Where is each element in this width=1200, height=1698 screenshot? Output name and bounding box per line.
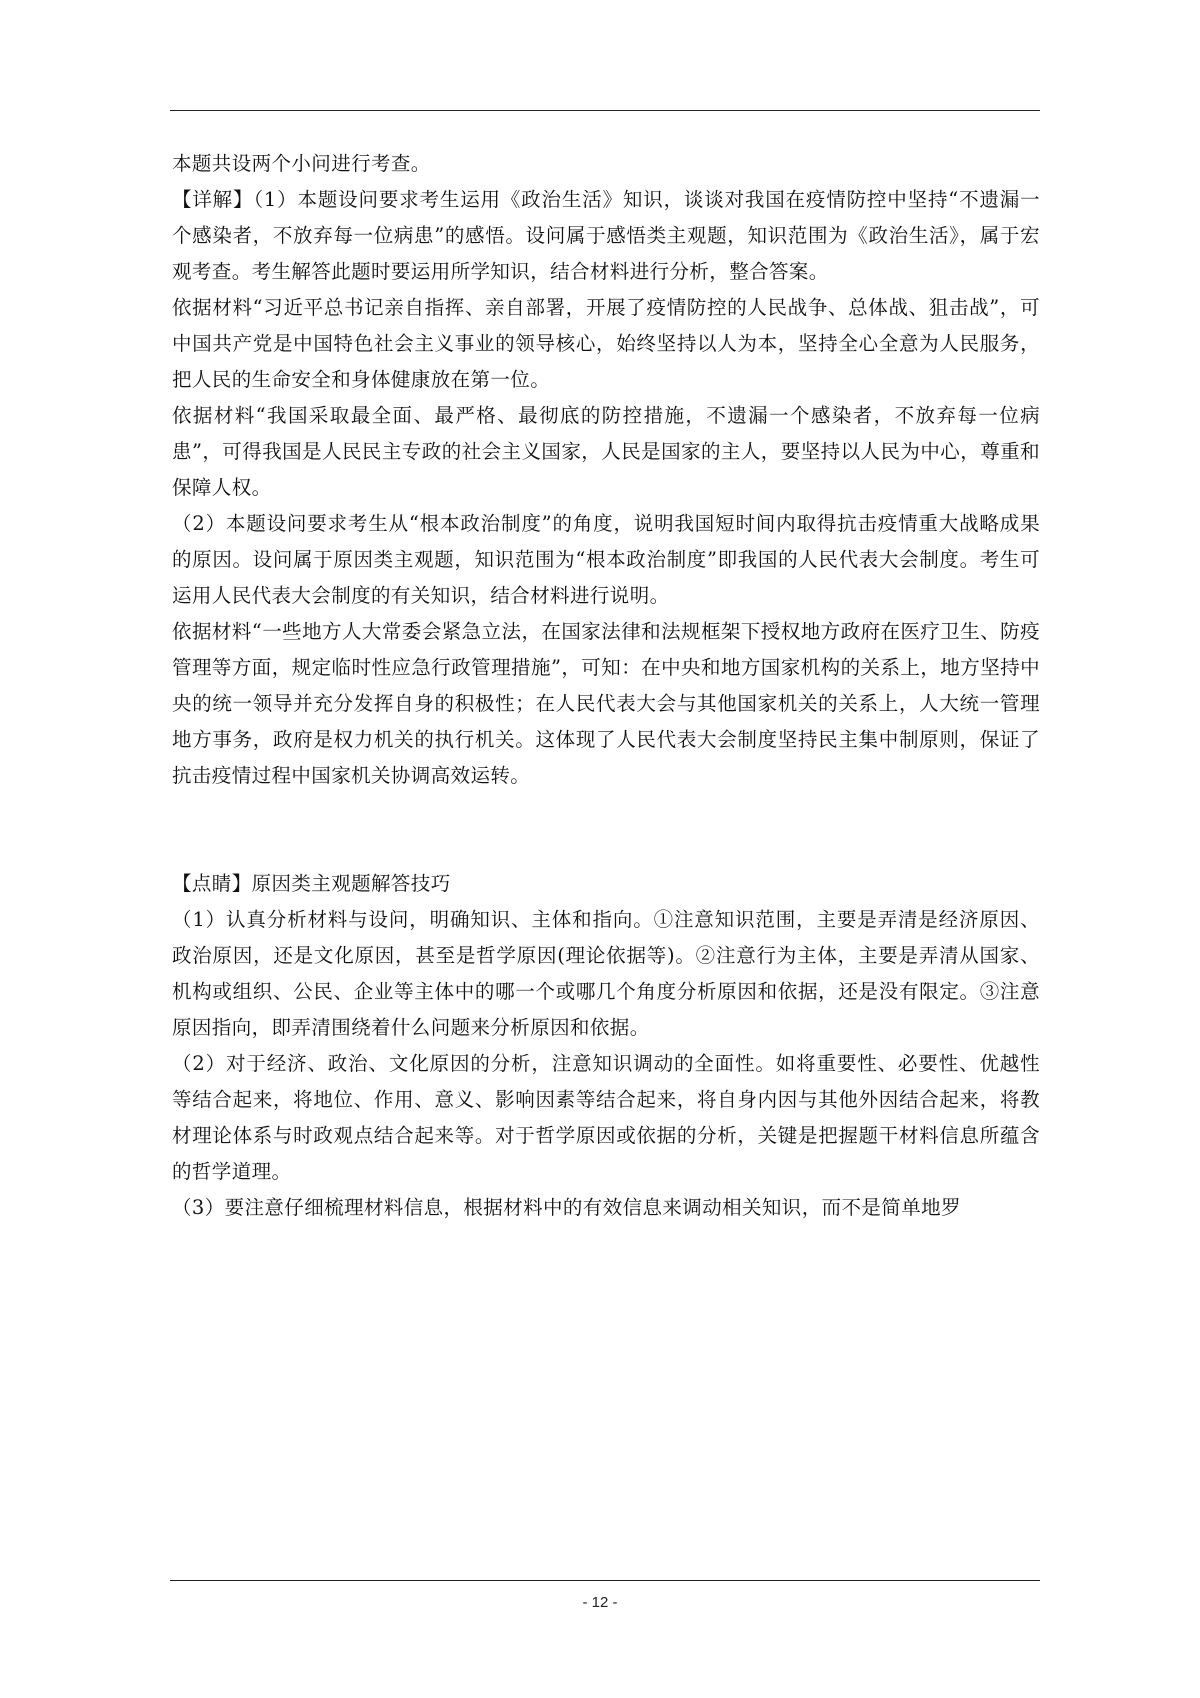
header-rule (170, 110, 1040, 111)
detail-paragraph-3: 依据材料“我国采取最全面、最严格、最彻底的防控措施，不遗漏一个感染者，不放弃每一位病患”，可得我国是人民民主专政的社会主义国家，人民是国家的主人，要坚持以人民为中心，尊重和保障人权。 (172, 404, 1040, 499)
intro-paragraph: 本题共设两个小问进行考查。 (172, 152, 431, 175)
detail-paragraph-5: 依据材料“一些地方人大常委会紧急立法，在国家法律和法规框架下授权地方政府在医疗卫生、防疫管理等方面，规定临时性应急行政管理措施”，可知：在中央和地方国家机构的关系上，地方坚持中央的统一领导并充分发挥自身的积极性；在人民代表大会与其他国家机关的关系上，人大统一管理地方事务，政府是权力机关的执行机关。这体现了人民代表大会制度坚持民主集中制原则，保证了抗击疫情过程中国家机关协调高效运转。 (172, 620, 1040, 787)
detail-paragraph-1: 【详解】（1）本题设问要求考生运用《政治生活》知识，谈谈对我国在疫情防控中坚持“不遗漏一个感染者，不放弃每一位病患”的感悟。设问属于感悟类主观题，知识范围为《政治生活》，属于宏观考查。考生解答此题时要运用所学知识，结合材料进行分析，整合答案。 (172, 188, 1040, 283)
footer-rule (170, 1580, 1040, 1581)
section-gap (172, 794, 1040, 866)
detail-paragraph-4: （2）本题设问要求考生从“根本政治制度”的角度，说明我国短时间内取得抗击疫情重大战略成果的原因。设问属于原因类主观题，知识范围为“根本政治制度”即我国的人民代表大会制度。考生可运用人民代表大会制度的有关知识，结合材料进行说明。 (172, 512, 1040, 607)
tip-heading: 【点睛】原因类主观题解答技巧 (172, 872, 451, 895)
page-number: - 12 - (582, 1594, 618, 1611)
tip-paragraph-2: （2）对于经济、政治、文化原因的分析，注意知识调动的全面性。如将重要性、必要性、优越性等结合起来，将地位、作用、意义、影响因素等结合起来，将自身内因与其他外因结合起来，将教材理论体系与时政观点结合起来等。对于哲学原因或依据的分析，关键是把握题干材料信息所蕴含的哲学道理。 (172, 1052, 1040, 1183)
tip-paragraph-1: （1）认真分析材料与设问，明确知识、主体和指向。①注意知识范围，主要是弄清是经济原因、政治原因，还是文化原因，甚至是哲学原因(理论依据等)。②注意行为主体，主要是弄清从国家、机构或组织、公民、企业等主体中的哪一个或哪几个角度分析原因和依据，还是没有限定。③注意原因指向，即弄清围绕着什么问题来分析原因和依据。 (172, 908, 1040, 1039)
detail-paragraph-2: 依据材料“习近平总书记亲自指挥、亲自部署，开展了疫情防控的人民战争、总体战、狙击战”，可中国共产党是中国特色社会主义事业的领导核心，始终坚持以人为本，坚持全心全意为人民服务，把人民的生命安全和身体健康放在第一位。 (172, 296, 1040, 391)
tip-paragraph-3: （3）要注意仔细梳理材料信息，根据材料中的有效信息来调动相关知识，而不是简单地罗 (172, 1196, 961, 1219)
document-body (172, 146, 1040, 1226)
